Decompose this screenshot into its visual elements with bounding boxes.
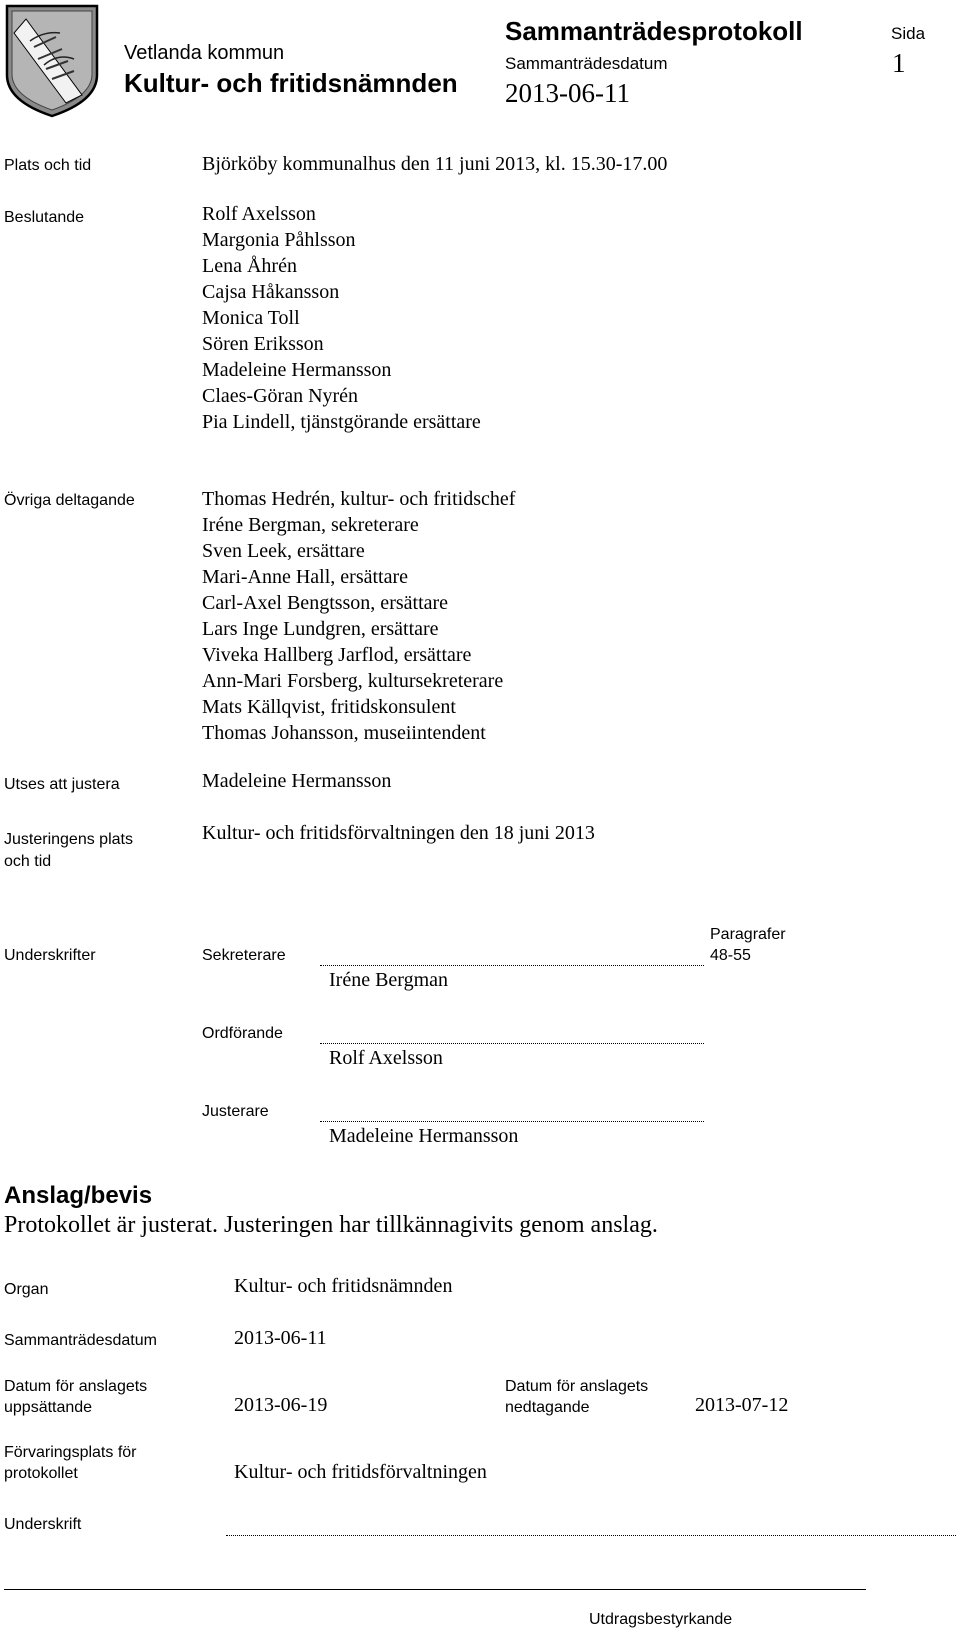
chair-name: Rolf Axelsson <box>329 1047 443 1069</box>
adjuster-sign-label: Justerare <box>202 1103 269 1120</box>
organ-value: Kultur- och fritidsnämnden <box>234 1275 453 1297</box>
list-item: Thomas Johansson, museiintendent <box>202 722 486 744</box>
paragraphs-value: 48-55 <box>710 947 751 964</box>
notice-signature-line <box>226 1535 956 1536</box>
removed-date-label: Datum för anslagets <box>505 1378 649 1395</box>
list-item: Lars Inge Lundgren, ersättare <box>202 618 439 640</box>
adjust-place-label: Justeringens plats <box>4 831 133 848</box>
municipality-name: Vetlanda kommun <box>124 42 285 64</box>
secretary-signature-line <box>320 965 704 966</box>
list-item: Sven Leek, ersättare <box>202 540 365 562</box>
place-label: Plats och tid <box>4 157 92 174</box>
adjuster-value: Madeleine Hermansson <box>202 770 392 792</box>
storage-label: Förvaringsplats för <box>4 1444 137 1461</box>
committee-name: Kultur- och fritidsnämnden <box>124 68 458 98</box>
meeting-date-label: Sammanträdesdatum <box>505 54 668 73</box>
others-label: Övriga deltagande <box>4 492 135 509</box>
list-item: Ann-Mari Forsberg, kultursekreterare <box>202 670 504 692</box>
storage-value: Kultur- och fritidsförvaltningen <box>234 1461 487 1483</box>
list-item: Mari-Anne Hall, ersättare <box>202 566 409 588</box>
document-title: Sammanträdesprotokoll <box>505 16 803 46</box>
page-number: 1 <box>892 48 906 78</box>
notice-signature-label: Underskrift <box>4 1516 82 1533</box>
posted-date-label-2: uppsättande <box>4 1399 93 1416</box>
list-item: Pia Lindell, tjänstgörande ersättare <box>202 411 481 433</box>
removed-date-label-2: nedtagande <box>505 1399 590 1416</box>
list-item: Monica Toll <box>202 307 300 329</box>
notice-date-value: 2013-06-11 <box>234 1327 327 1349</box>
place-value: Björköby kommunalhus den 11 juni 2013, kl. 15.30-17.00 <box>202 153 668 175</box>
posted-date-value: 2013-06-19 <box>234 1394 328 1416</box>
list-item: Mats Källqvist, fritidskonsulent <box>202 696 456 718</box>
meeting-date: 2013-06-11 <box>505 78 630 108</box>
list-item: Cajsa Håkansson <box>202 281 340 303</box>
footer-divider <box>4 1589 866 1590</box>
deciding-label: Beslutande <box>4 209 85 226</box>
other-participants-list <box>202 486 515 746</box>
list-item: Rolf Axelsson <box>202 203 316 225</box>
adjuster-label: Utses att justera <box>4 776 120 793</box>
adjuster-signature-line <box>320 1121 704 1122</box>
notice-date-label: Sammanträdesdatum <box>4 1332 157 1349</box>
list-item: Sören Eriksson <box>202 333 324 355</box>
list-item: Margonia Påhlsson <box>202 229 356 251</box>
adjuster-sign-name: Madeleine Hermansson <box>329 1125 519 1147</box>
extract-certification: Utdragsbestyrkande <box>589 1611 733 1628</box>
list-item: Lena Åhrén <box>202 255 297 277</box>
notice-text: Protokollet är justerat. Justeringen har tillkännagivits genom anslag. <box>4 1212 658 1238</box>
adjust-place-value: Kultur- och fritidsförvaltningen den 18 juni 2013 <box>202 822 595 844</box>
list-item: Madeleine Hermansson <box>202 359 392 381</box>
removed-date-value: 2013-07-12 <box>695 1394 789 1416</box>
organ-label: Organ <box>4 1281 49 1298</box>
list-item: Iréne Bergman, sekreterare <box>202 514 419 536</box>
page-label: Sida <box>891 24 926 43</box>
deciding-members-list <box>202 201 481 435</box>
notice-heading: Anslag/bevis <box>4 1182 153 1209</box>
signatures-label: Underskrifter <box>4 947 96 964</box>
list-item: Claes-Göran Nyrén <box>202 385 359 407</box>
coat-of-arms-icon <box>4 3 100 119</box>
chair-label: Ordförande <box>202 1025 283 1042</box>
storage-label-2: protokollet <box>4 1465 78 1482</box>
secretary-label: Sekreterare <box>202 947 286 964</box>
adjust-time-label: och tid <box>4 853 52 870</box>
chair-signature-line <box>320 1043 704 1044</box>
list-item: Viveka Hallberg Jarflod, ersättare <box>202 644 472 666</box>
list-item: Carl-Axel Bengtsson, ersättare <box>202 592 449 614</box>
posted-date-label: Datum för anslagets <box>4 1378 148 1395</box>
secretary-name: Iréne Bergman <box>329 969 449 991</box>
list-item: Thomas Hedrén, kultur- och fritidschef <box>202 488 516 510</box>
paragraphs-label: Paragrafer <box>710 926 786 943</box>
